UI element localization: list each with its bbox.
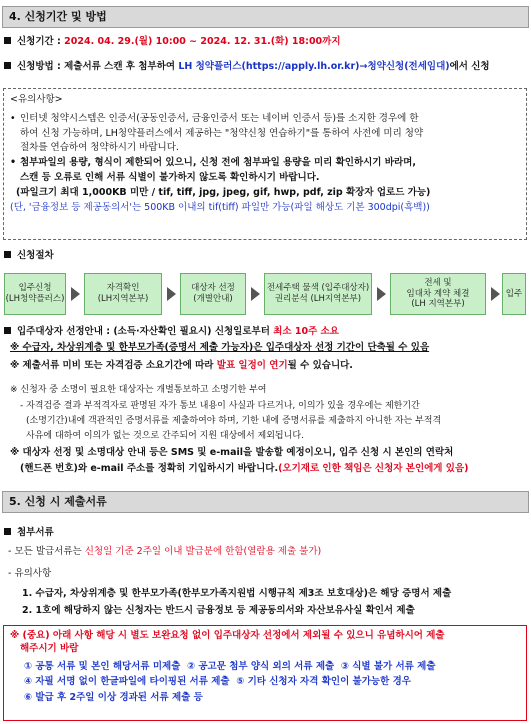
section-5-header bbox=[2, 491, 529, 513]
notice-heading: <유의사항> bbox=[10, 94, 63, 105]
selection-note-3: ※ 신청자 중 소명이 필요한 대상자는 개별통보하고 소명기한 부여 bbox=[10, 385, 267, 395]
bullet-square-icon bbox=[4, 327, 11, 334]
notice-box bbox=[3, 88, 527, 240]
application-period bbox=[4, 36, 341, 49]
step-apply: 입주신청 (LH청약플러스) bbox=[4, 273, 66, 315]
warning-items-row-2: ④ 자필 서명 없이 한글파일에 타이핑된 서류 제출 ⑤ 기타 신청자 자격 확인이 불가능한 경우 bbox=[24, 676, 411, 688]
period-label: 신청기간 : bbox=[17, 36, 65, 47]
selection-note-3-detail: - 자격검증 결과 부적격자로 판명된 자가 통보 내용이 사실과 다르거나, 이의가 있을 경우에는 제한기간 bbox=[20, 401, 420, 411]
arrow-right-icon bbox=[251, 287, 260, 301]
procedure-label: 신청절차 bbox=[17, 250, 54, 261]
procedure-flow bbox=[4, 270, 526, 320]
selection-note-4-cont: (핸드폰 번호)와 e-mail 주소를 정확히 기입하시기 바랍니다.(오기재로 인한 책임은 신청자 본인에게 있음) bbox=[20, 463, 469, 474]
selection-note-4: ※ 대상자 선정 및 소명대상 안내 등은 SMS 및 e-mail을 발송할 예정이오니, 입주 신청 시 본인의 연락처 bbox=[10, 447, 454, 458]
consent-form-limits-text: (단, '금융정보 등 제공동의서'는 500KB 이내의 tif(tiff) 파일만 가능(파일 해상도 기본 300dpi(흑백)) bbox=[10, 201, 430, 213]
application-method bbox=[4, 61, 490, 74]
warning-line-2: 해주시기 바람 bbox=[20, 642, 79, 654]
section-5-title: 5. 신청 시 제출서류 bbox=[9, 495, 107, 508]
warning-items-row-3: ⑥ 발급 후 2주일 이상 경과된 서류 제출 등 bbox=[24, 692, 203, 704]
file-limits-text: (파일크기 최대 1,000KB 미만 / tif, tiff, jpg, jpeg, gif, hwp, pdf, zip 확장자 업로드 가능) bbox=[16, 186, 431, 198]
docs-note-2-item-1: 1. 수급자, 차상위계층 및 한부모가족(한부모가족지원법 시행규칙 제3조 보호대상)은 해당 증명서 제출 bbox=[22, 588, 452, 599]
selection-info: 입주대상자 선정안내 : (소득·자산확인 필요시) 신청일로부터 최소 10주 소요 bbox=[4, 326, 339, 339]
selection-note-1: ※ 수급자, 차상위계층 및 한부모가족(증명서 제출 가능자)은 입주대상자 선정 기간이 단축될 수 있음 bbox=[10, 342, 430, 353]
notice-bullet-1: • 인터넷 청약시스템은 인증서(공동인증서, 금융인증서 또는 네이버 인증서 등)를 소지한 경우에 한 bbox=[10, 112, 419, 124]
docs-note-2: - 유의사항 bbox=[8, 568, 52, 579]
procedure-heading bbox=[4, 250, 54, 263]
selection-duration: 최소 10주 소요 bbox=[273, 326, 339, 337]
method-label: 신청방법 : 제출서류 스캔 후 첨부하여 bbox=[17, 61, 179, 72]
period-value: 2024. 04. 29.(월) 10:00 ~ 2024. 12. 31.(화) 18:00까지 bbox=[64, 36, 341, 47]
step-house-search: 전세주택 물색 (입주대상자) 권리분석 (LH지역본부) bbox=[264, 273, 372, 315]
arrow-right-icon bbox=[167, 287, 176, 301]
arrow-right-icon bbox=[377, 287, 386, 301]
warning-box bbox=[3, 625, 527, 721]
warning-line-1: ※ (중요) 아래 사항 해당 시 별도 보완요청 없이 입주대상자 선정에서 제외될 수 있으니 유념하시어 제출 bbox=[10, 630, 445, 641]
section-4-title: 4. 신청기간 및 방법 bbox=[9, 10, 107, 23]
documents-heading: 첨부서류 bbox=[4, 527, 54, 540]
selection-note-2: ※ 제출서류 미비 또는 자격검증 소요기간에 따라 발표 일정이 연기될 수 있습니다. bbox=[10, 360, 353, 371]
step-contract: 전세 및 임대차 계약 체결 (LH 지역본부) bbox=[390, 273, 486, 315]
step-selection: 대상자 선정 (개별안내) bbox=[180, 273, 246, 315]
lh-apply-link[interactable]: LH 청약플러스(https://apply.lh.or.kr)→청약신청(전세임대) bbox=[178, 61, 450, 72]
selection-note-3-detail: 사유에 대하여 이의가 없는 것으로 간주되어 지원 대상에서 제외됩니다. bbox=[26, 431, 304, 441]
bullet-square-icon bbox=[4, 251, 11, 258]
docs-note-1: - 모든 발급서류는 신청일 기준 2주일 이내 발급분에 한함(열람용 제출 불가) bbox=[8, 546, 322, 557]
notice-text: 절차를 연습하여 청약하시기 바랍니다. bbox=[20, 142, 179, 154]
bullet-square-icon bbox=[4, 528, 11, 535]
step-move-in: 입주 bbox=[502, 273, 526, 315]
selection-note-3-detail: (소명기간)내에 객관적인 증명서류를 제출하여야 하며, 기한 내에 증명서류를 제출하지 아니한 자는 부적격 bbox=[26, 416, 442, 426]
notice-bullet-2: • 첨부파일의 용량, 형식이 제한되어 있으니, 신청 전에 첨부파일 용량을 미리 확인하시기 바라며, bbox=[10, 157, 416, 169]
step-eligibility: 자격확인 (LH지역본부) bbox=[84, 273, 162, 315]
method-suffix: 에서 신청 bbox=[449, 61, 490, 72]
docs-note-2-item-2: 2. 1호에 해당하지 않는 신청자는 반드시 금융정보 등 제공동의서와 자산보유사실 확인서 제출 bbox=[22, 605, 415, 616]
arrow-right-icon bbox=[71, 287, 80, 301]
notice-text: 하여 신청 가능하며, LH청약플러스에서 제공하는 "청약신청 연습하기"를 통하여 사전에 미리 청약 bbox=[20, 127, 424, 139]
arrow-right-icon bbox=[491, 287, 500, 301]
warning-items-row-1: ① 공통 서류 및 본인 해당서류 미제출 ② 공고문 첨부 양식 외의 서류 제출 ③ 식별 불가 서류 제출 bbox=[24, 660, 436, 672]
section-4-header bbox=[2, 6, 529, 28]
bullet-square-icon bbox=[4, 62, 11, 69]
bullet-square-icon bbox=[4, 37, 11, 44]
notice-text: 스캔 등 오류로 인해 서류 식별이 불가하지 않도록 확인하시기 바랍니다. bbox=[20, 172, 320, 184]
